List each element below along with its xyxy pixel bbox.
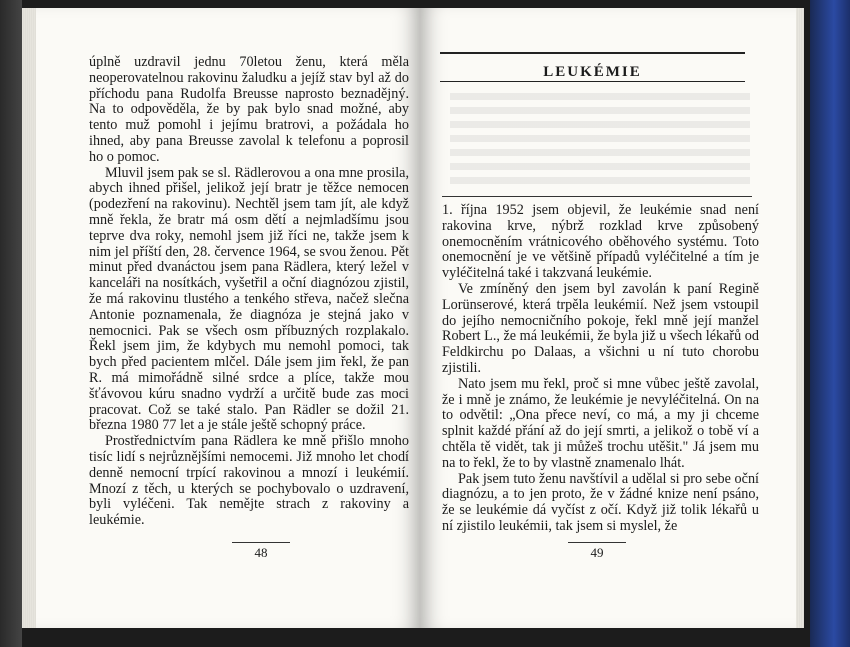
page-number-rule <box>568 542 626 543</box>
paragraph: Nato jsem mu řekl, proč si mne vůbec ještě zavolal, že i mně je známo, že leukémie je nevyléčitelná. On na to odvětil: „Ona přece neví, co má, a my ji chceme splnit každé přání až do její smrti, a jelikož o tobě ví a chtěla tě vidět, tak ji můžeš trochu utěšit." Já jsem mu na to řekl, že to by vlastně znamenalo lhát. <box>442 375 759 471</box>
section-rule <box>442 196 752 197</box>
book-edge-left <box>0 0 22 647</box>
title-rule-top <box>440 52 745 54</box>
bleed-through-text <box>450 86 750 186</box>
left-page-text <box>89 55 409 529</box>
page-number-rule <box>232 542 290 543</box>
paragraph: Prostřednictvím pana Rädlera ke mně přišlo mnoho tisíc lidí s nejrůznějšími nemocemi. Již mnoho let chodí denně nemocní trpící rakovinou a mnozí i leukémií. Mnozí z těch, u kterých se pochybovalo o uzdravení, byli vyléčeni. Tak nemějte strach z rakoviny a leukémie. <box>89 433 409 529</box>
chapter-title: LEUKÉMIE <box>543 64 642 80</box>
page-number: 49 <box>590 545 604 560</box>
paragraph: úplně uzdravil jednu 70letou ženu, která měla neoperovatelnou rakovinu žaludku a jejíž stav byl až do příchodu pana Rudolfa Breusse naprosto beznadějný. Na to odpověděla, že by pak bylo snad možné, aby tento muž pomohl i jejímu bratrovi, a požádala ho ihned, aby pana Breusse zavolal k telefonu a poprosil ho o pomoc. <box>89 54 409 165</box>
right-page <box>420 8 804 628</box>
page-number: 48 <box>254 545 268 560</box>
title-rule-bottom <box>440 81 745 82</box>
paragraph: Pak jsem tuto ženu navštívil a udělal si pro sebe oční diagnózu, a to jen proto, že v žádné knize není psáno, že se leukémie dá vyčíst z očí. Když již tolik lékařů u ní zjistilo leukémii, tak jsem si myslel, že <box>442 470 759 534</box>
paragraph: Ve zmíněný den jsem byl zavolán k paní Regině Lorünserové, která trpěla leukémií. Než jsem vstoupil do jejího nemocničního pokoje, řekl mně její manžel Robert L., že má leukémii, že byla již u všech lékařů od Feldkirchu po Dalaas, a všichni u ní tuto chorobu zjistili. <box>442 280 759 376</box>
paragraph: 1. října 1952 jsem objevil, že leukémie snad není rakovina krve, nýbrž rozklad krve způsobený onemocněním vrátnicového oběhového systému. Toto onemocnění je ve většině případů vyléčitelné a tím je vyléčitelná také i takzvaná leukémie. <box>442 202 759 282</box>
book-cover-edge <box>810 0 850 647</box>
left-page <box>22 8 420 628</box>
paragraph: Mluvil jsem pak se sl. Rädlerovou a ona mne prosila, abych ihned přišel, jelikož její bratr je těžce nemocen (podezření na rakovinu). Nechtěl jsem tam jít, ale když mně řekla, že bratr má osm dětí a nejmladšímu jsou teprve dva roky, nemohl jsem již říci ne, takže jsem k nim jel příští den, 28. července 1964, se svou ženou. Pět minut před dvanáctou jsem pana Rädlera, který ležel v kanceláři na nosítkách, vyšetřil a oční diagnózou zjistil, že má rakovinu tlustého a tenkého střeva, načež slečna Antonie poznamenala, že diagnóza je stejná jako v nemocnici. Pak se všech osm příbuzných rozplakalo. Řekl jsem jim, že kdybych mu nemohl pomoci, tak bych před pacientem mlčel. Dále jsem jim řekl, že pan R. má mimořádně silné srdce a plíce, takže mou šťávovou kúru snadno vydrží a určitě bude zas moci pracovat. Což se také stalo. Pan Rädler se dožil 21. března 1980 77 let a je stále ještě schopný práce. <box>89 164 409 434</box>
right-page-text <box>442 203 759 535</box>
